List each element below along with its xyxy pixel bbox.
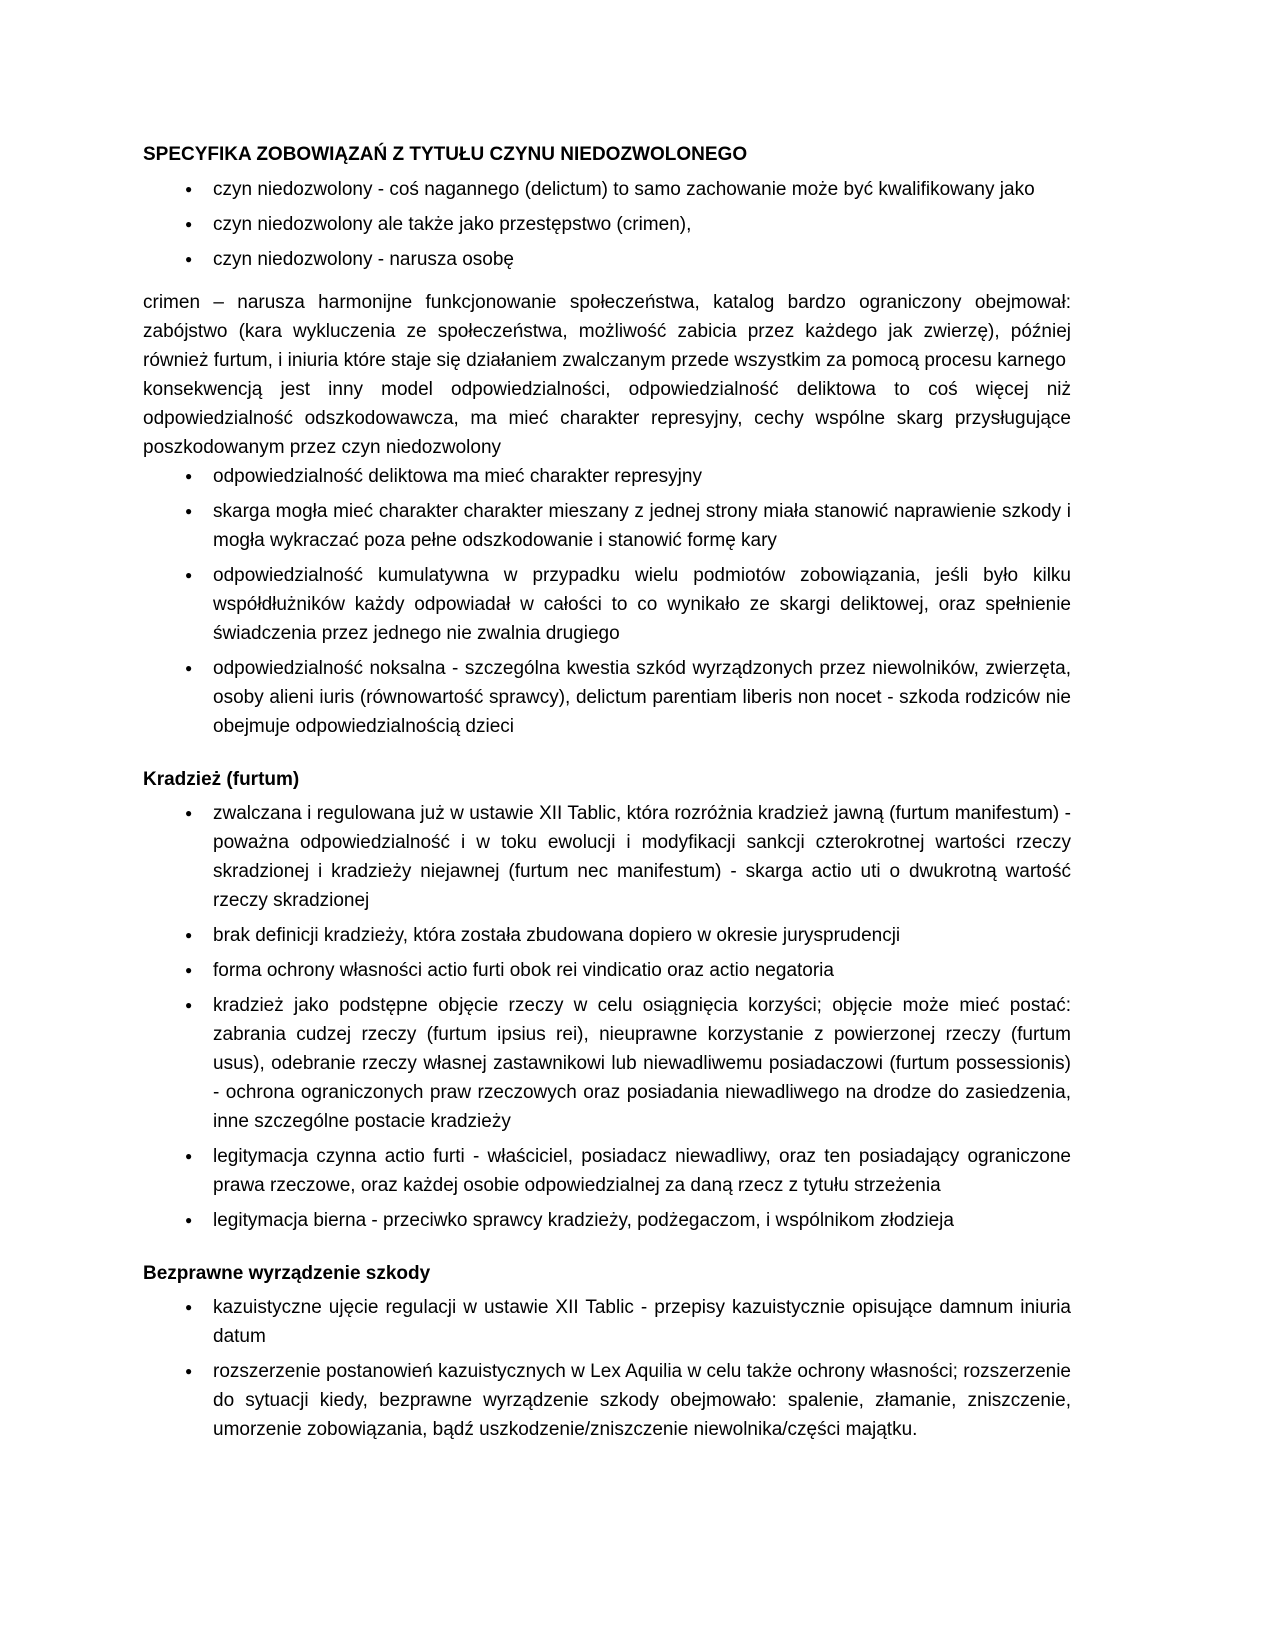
bullet-list — [143, 175, 1071, 274]
list-item-text: odpowiedzialność deliktowa ma mieć charakter represyjny — [213, 466, 702, 487]
bullet-list — [143, 799, 1071, 1235]
list-item — [185, 921, 1071, 950]
list-item-text: odpowiedzialność kumulatywna w przypadku wielu podmiotów zobowiązania, jeśli było kilku współdłużników każdy odpowiadał w całości to co wynikało ze skargi deliktowej, oraz spełnienie świadczenia przez jednego nie zwalnia drugiego — [213, 565, 1071, 644]
bullet-icon: ● — [185, 217, 193, 231]
list-item — [185, 1357, 1071, 1444]
list-item — [185, 497, 1071, 555]
list-item-text: forma ochrony własności actio furti obok rei vindicatio oraz actio negatoria — [213, 960, 834, 981]
list-item — [185, 1206, 1071, 1235]
bullet-icon: ● — [185, 806, 193, 820]
bullet-icon: ● — [185, 1149, 193, 1163]
list-item-text: czyn niedozwolony - narusza osobę — [213, 249, 515, 270]
list-item-text: skarga mogła mieć charakter charakter mieszany z jednej strony miała stanowić naprawienie szkody i mogła wykraczać poza pełne odszkodowanie i stanowić formę kary — [213, 501, 1071, 551]
list-item — [185, 561, 1071, 648]
bullet-icon: ● — [185, 1213, 193, 1227]
bullet-icon: ● — [185, 661, 193, 675]
bullet-icon: ● — [185, 928, 193, 942]
bullet-icon: ● — [185, 182, 193, 196]
list-item — [185, 210, 1071, 239]
bullet-list — [143, 462, 1071, 741]
list-item-text: odpowiedzialność noksalna - szczególna kwestia szkód wyrządzonych przez niewolników, zwierzęta, osoby alieni iuris (równowartość sprawcy), delictum parentiam liberis non nocet - szkoda rodziców nie obejmuje odpowiedzialnością dzieci — [213, 658, 1071, 737]
list-item — [185, 799, 1071, 915]
list-item-text: czyn niedozwolony - coś nagannego (delictum) to samo zachowanie może być kwalifikowany jako — [213, 179, 1035, 200]
list-item-text: legitymacja bierna - przeciwko sprawcy kradzieży, podżegaczom, i wspólnikom złodzieja — [213, 1210, 954, 1231]
list-item-text: zwalczana i regulowana już w ustawie XII Tablic, która rozróżnia kradzież jawną (furtum manifestum) - poważna odpowiedzialność i w toku ewolucji i modyfikacji sankcji czterokrotnej wartości rzeczy skradzionej i kradzieży niejawnej (furtum nec manifestum) - skarga actio uti o dwukrotną wartość rzeczy skradzionej — [213, 803, 1071, 911]
paragraph: crimen – narusza harmonijne funkcjonowanie społeczeństwa, katalog bardzo ograniczony obejmował: zabójstwo (kara wykluczenia ze społeczeństwa, możliwość zabicia przez każdego jak zwierzę), później również furtum, i iniuria które staje się działaniem zwalczanym przede wszystkim za pomocą procesu karnego — [143, 292, 1071, 371]
bullet-icon: ● — [185, 963, 193, 977]
bullet-list — [143, 1293, 1071, 1444]
bullet-icon: ● — [185, 998, 193, 1012]
bullet-icon: ● — [185, 504, 193, 518]
list-item-text: kradzież jako podstępne objęcie rzeczy w celu osiągnięcia korzyści; objęcie może mieć postać: zabrania cudzej rzeczy (furtum ipsius rei), nieuprawne korzystanie z powierzonej rzeczy (furtum usus), odebranie rzeczy własnej zastawnikowi lub niewadliwemu posiadaczowi (furtum possessionis) - ochrona ograniczonych praw rzeczowych oraz posiadania niewadliwego na drodze do zasiedzenia, inne szczególne postacie kradzieży — [213, 995, 1071, 1132]
list-item — [185, 956, 1071, 985]
bullet-icon: ● — [185, 1300, 193, 1314]
list-item — [185, 175, 1071, 204]
list-item-text: legitymacja czynna actio furti - właściciel, posiadacz niewadliwy, oraz ten posiadający ograniczone prawa rzeczowe, oraz każdej osobie odpowiedzialnej za daną rzecz z tytułu strzeżenia — [213, 1146, 1071, 1196]
list-item — [185, 462, 1071, 491]
list-item-text: rozszerzenie postanowień kazuistycznych w Lex Aquilia w celu także ochrony własności; rozszerzenie do sytuacji kiedy, bezprawne wyrządzenie szkody obejmowało: spalenie, złamanie, zniszczenie, umorzenie zobowiązania, bądź uszkodzenie/zniszczenie niewolnika/części majątku. — [213, 1361, 1071, 1440]
bullet-icon: ● — [185, 568, 193, 582]
list-item-text: kazuistyczne ujęcie regulacji w ustawie XII Tablic - przepisy kazuistycznie opisujące damnum iniuria datum — [213, 1297, 1071, 1347]
document-title: SPECYFIKA ZOBOWIĄZAŃ Z TYTUŁU CZYNU NIEDOZWOLONEGO — [143, 144, 748, 165]
list-item — [185, 654, 1071, 741]
list-item — [185, 991, 1071, 1136]
section-heading: Kradzież (furtum) — [143, 769, 300, 790]
list-item-text: czyn niedozwolony ale także jako przestępstwo (crimen), — [213, 214, 692, 235]
section-heading: Bezprawne wyrządzenie szkody — [143, 1263, 431, 1284]
list-item — [185, 245, 1071, 274]
list-item — [185, 1142, 1071, 1200]
bullet-icon: ● — [185, 469, 193, 483]
list-item-text: brak definicji kradzieży, która została zbudowana dopiero w okresie jurysprudencji — [213, 925, 901, 946]
list-item — [185, 1293, 1071, 1351]
bullet-icon: ● — [185, 1364, 193, 1378]
paragraph: konsekwencją jest inny model odpowiedzialności, odpowiedzialność deliktowa to coś więcej niż odpowiedzialność odszkodowawcza, ma mieć charakter represyjny, cechy wspólne skarg przysługujące poszkodowanym przez czyn niedozwolony — [143, 379, 1071, 458]
bullet-icon: ● — [185, 252, 193, 266]
